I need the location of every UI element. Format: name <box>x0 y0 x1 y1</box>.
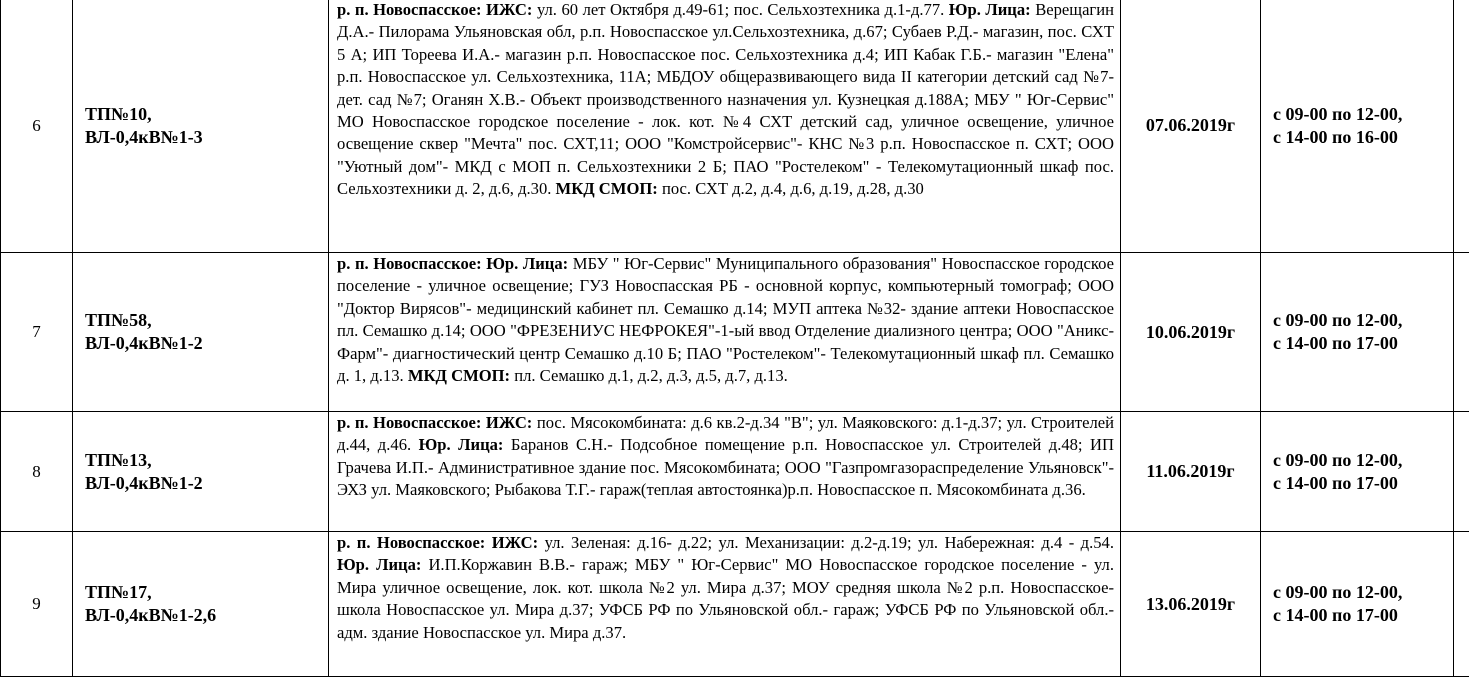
table-row <box>1 532 1469 677</box>
time-interval-morning: с 09-00 по 12-00, <box>1273 449 1453 472</box>
substation-name: ТП№10, <box>85 103 328 126</box>
substation-cell <box>73 253 329 412</box>
consumers-description <box>329 253 1121 412</box>
time-interval-morning: с 09-00 по 12-00, <box>1273 309 1453 332</box>
description-text: пл. Семашко д.1, д.2, д.3, д.5, д.7, д.13. <box>510 366 788 385</box>
time-interval-afternoon: с 14-00 по 17-00 <box>1273 472 1453 495</box>
empty-edge-cell <box>1454 0 1469 253</box>
outage-date: 13.06.2019г <box>1121 532 1261 677</box>
table-row <box>1 253 1469 412</box>
outage-time-cell <box>1261 0 1454 253</box>
description-heading: р. п. Новоспасское: ИЖС: <box>337 0 532 19</box>
line-name: ВЛ-0,4кВ№1-2 <box>85 472 328 495</box>
line-name: ВЛ-0,4кВ№1-2 <box>85 332 328 355</box>
description-text: МБУ " Юг-Сервис" Муниципального образования" Новоспасское городское поселение - уличное освещение; ГУЗ Новоспасская РБ - основной корпус, компьютерный томограф; ООО "Доктор Вирясов"- медицинский кабинет пл. Семашко д.14; МУП аптека №32- здание аптеки Новоспасское пл. Семашко д.14; ООО "ФРЕЗЕНИУС НЕФРОКЕЯ"-1-ый ввод Отделение диализного центра; ООО "Аникс-Фарм"- диагностический центр Семашко д.10 Б; ПАО "Ростелеком"- Телекомутационный шкаф пл. Семашко д. 1, д.13. <box>337 254 1114 385</box>
empty-edge-cell <box>1454 253 1469 412</box>
description-text: Верещагин Д.А.- Пилорама Ульяновская обл, р.п. Новоспасское ул.Сельхозтехника, д.67; Субаев Р.Д.- магазин, пос. СХТ 5 А; ИП Тореева И.А.- магазин р.п. Новоспасское пос. Сельхозтехника д.4; ИП Кабак Г.Б.- магазин "Елена" р.п. Новоспасское ул. Сельхозтехника, 11А; МБДОУ общеразвивающего вида II категории детский сад №7- дет. сад №7; Оганян Х.В.- Объект производственного назначения ул. Кузнецкая д.188А; МБУ " Юг-Сервис" МО Новоспасское городское поселение - лок. кот. №4 СХТ детский сад, уличное освещение, уличное освещение сквер "Мечта" пос. СХТ,11; ООО "Комстройсервис"- КНС №3 р.п. Новоспасское п. СХТ; ООО "Уютный дом"- МКД с МОП п. Сельхозтехники 2 Б; ПАО "Ростелеком" - Телекомутационный шкаф пос. Сельхозтехники д. 2, д.6, д.30. <box>337 0 1114 198</box>
table-row <box>1 0 1469 253</box>
empty-edge-cell <box>1454 532 1469 677</box>
row-number: 6 <box>1 0 73 253</box>
substation-name: ТП№13, <box>85 449 328 472</box>
description-text: ул. 60 лет Октября д.49-61; пос. Сельхозтехника д.1-д.77. <box>532 0 948 19</box>
substation-name: ТП№58, <box>85 309 328 332</box>
consumers-description <box>329 412 1121 532</box>
line-name: ВЛ-0,4кВ№1-3 <box>85 126 328 149</box>
outage-date: 11.06.2019г <box>1121 412 1261 532</box>
table-row <box>1 412 1469 532</box>
description-heading: Юр. Лица: <box>949 0 1031 19</box>
description-text: пос. СХТ д.2, д.4, д.6, д.19, д.28, д.30 <box>658 179 924 198</box>
description-heading: Юр. Лица: <box>419 435 504 454</box>
time-interval-afternoon: с 14-00 по 16-00 <box>1273 126 1453 149</box>
description-text: пос. Мясокомбината: д.6 кв.2-д.34 "В"; ул. Маяковского: д.1-д.37; ул. Строителей д.44, д.46. <box>337 413 1114 454</box>
description-heading: р. п. Новоспасское: Юр. Лица: <box>337 254 568 273</box>
substation-cell <box>73 412 329 532</box>
description-heading: Юр. Лица: <box>337 555 421 574</box>
row-number: 9 <box>1 532 73 677</box>
row-number: 8 <box>1 412 73 532</box>
description-text: Баранов С.Н.- Подсобное помещение р.п. Новоспасское ул. Строителей д.48; ИП Грачева И.П.- Административное здание пос. Мясокомбината; ООО "Газпромгазораспределение Ульяновск"- ЭХЗ ул. Маяковского; Рыбакова Т.Г.- гараж(теплая автостоянка)р.п. Новоспасское п. Мясокомбината д.36. <box>337 435 1114 499</box>
outage-date: 07.06.2019г <box>1121 0 1261 253</box>
description-heading: МКД СМОП: <box>408 366 510 385</box>
time-interval-afternoon: с 14-00 по 17-00 <box>1273 332 1453 355</box>
description-text: И.П.Коржавин В.В.- гараж; МБУ " Юг-Сервис" МО Новоспасское городское поселение - ул. Мира уличное освещение, лок. кот. школа №2 ул. Мира д.37; МОУ средняя школа №2 р.п. Новоспасское- школа Новоспасское ул. Мира д.37; УФСБ РФ по Ульяновской обл.- гараж; УФСБ РФ по Ульяновской обл.- адм. здание Новоспасское ул. Мира д.37. <box>337 555 1114 641</box>
outage-time-cell <box>1261 532 1454 677</box>
outage-time-cell <box>1261 253 1454 412</box>
substation-cell <box>73 532 329 677</box>
consumers-description <box>329 0 1121 253</box>
substation-name: ТП№17, <box>85 581 328 604</box>
time-interval-afternoon: с 14-00 по 17-00 <box>1273 604 1453 627</box>
substation-cell <box>73 0 329 253</box>
consumers-description <box>329 532 1121 677</box>
time-interval-morning: с 09-00 по 12-00, <box>1273 103 1453 126</box>
outage-time-cell <box>1261 412 1454 532</box>
description-heading: р. п. Новоспасское: ИЖС: <box>337 413 532 432</box>
description-heading: МКД СМОП: <box>556 179 658 198</box>
row-number: 7 <box>1 253 73 412</box>
empty-edge-cell <box>1454 412 1469 532</box>
outage-date: 10.06.2019г <box>1121 253 1261 412</box>
time-interval-morning: с 09-00 по 12-00, <box>1273 581 1453 604</box>
description-heading: р. п. Новоспасское: ИЖС: <box>337 533 538 552</box>
line-name: ВЛ-0,4кВ№1-2,6 <box>85 604 328 627</box>
description-text: ул. Зеленая: д.16- д.22; ул. Механизации: д.2-д.19; ул. Набережная: д.4 - д.54. <box>538 533 1114 552</box>
